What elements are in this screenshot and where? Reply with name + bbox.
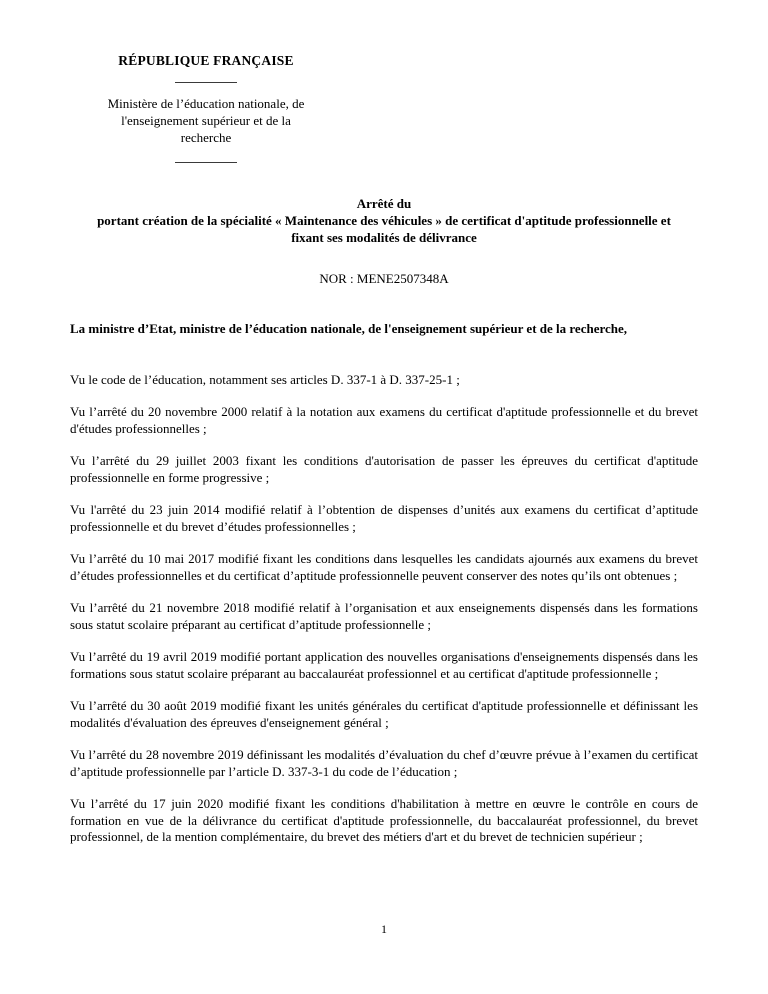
visa-paragraph: Vu l’arrêté du 10 mai 2017 modifié fixant les conditions dans lesquelles les candidats ajournés aux examens du brevet d’études professionnelles et du certificat d’aptitude professionnelle peuvent conserver des notes qu’ils ont obtenues ; [70, 551, 698, 583]
republic-title: RÉPUBLIQUE FRANÇAISE [118, 53, 294, 68]
visa-paragraph: Vu l’arrêté du 17 juin 2020 modifié fixant les conditions d'habilitation à mettre en œuvre le contrôle en cours de formation en vue de la délivrance du certificat d'aptitude professionnelle, du baccalauréat professionnel, du brevet professionnel, de la mention complémentaire, du brevet des métiers d'art et du brevet de technicien supérieur ; [70, 796, 698, 844]
opening-paragraph: La ministre d’Etat, ministre de l’éducation nationale, de l'enseignement supérieur et de la recherche, [70, 321, 628, 336]
nor-number: NOR : MENE2507348A [319, 271, 449, 286]
separator-rule-top [175, 82, 237, 83]
ministry-name-line-1: Ministère de l’éducation nationale, de [107, 96, 305, 111]
visa-paragraph: Vu l’arrêté du 20 novembre 2000 relatif à la notation aux examens du certificat d'aptitude professionnelle et du brevet d'études professionnelles ; [70, 404, 698, 436]
ministry-name-line-3: recherche [180, 130, 232, 145]
visa-paragraph: Vu l'arrêté du 23 juin 2014 modifié relatif à l’obtention de dispenses d’unités aux examens du certificat d’aptitude professionnelle et du brevet d’études professionnelles ; [70, 502, 698, 534]
visa-paragraph: Vu l’arrêté du 30 août 2019 modifié fixant les unités générales du certificat d'aptitude professionnelle et définissant les modalités d'évaluation des épreuves d'enseignement général ; [70, 698, 698, 730]
decree-title-line-1: Arrêté du [356, 196, 412, 211]
visa-paragraph: Vu l’arrêté du 28 novembre 2019 définissant les modalités d’évaluation du chef d’œuvre prévue à l’examen du certificat d’aptitude professionnelle par l’article D. 337-3-1 du code de l’éducation ; [70, 747, 698, 779]
letterhead [70, 52, 342, 163]
separator-rule-bottom [175, 162, 237, 163]
decree-title-line-2: portant création de la spécialité « Maintenance des véhicules » de certificat d'aptitude professionnelle et fixant ses modalités de délivrance [97, 213, 671, 245]
decree-title [70, 195, 698, 246]
visa-paragraph: Vu l’arrêté du 19 avril 2019 modifié portant application des nouvelles organisations d'enseignements dispensés dans les formations sous statut scolaire préparant au baccalauréat professionnel et au certificat d'aptitude professionnelle ; [70, 649, 698, 681]
visa-paragraph: Vu le code de l’éducation, notamment ses articles D. 337-1 à D. 337-25-1 ; [70, 371, 460, 387]
page-number: 1 [381, 922, 387, 936]
visa-paragraph: Vu l’arrêté du 29 juillet 2003 fixant les conditions d'autorisation de passer les épreuves du certificat d'aptitude professionnelle en forme progressive ; [70, 453, 698, 485]
visa-paragraph: Vu l’arrêté du 21 novembre 2018 modifié relatif à l’organisation et aux enseignements dispensés dans les formations sous statut scolaire préparant au certificat d’aptitude professionnelle ; [70, 600, 698, 632]
ministry-name-line-2: l'enseignement supérieur et de la [121, 113, 291, 128]
